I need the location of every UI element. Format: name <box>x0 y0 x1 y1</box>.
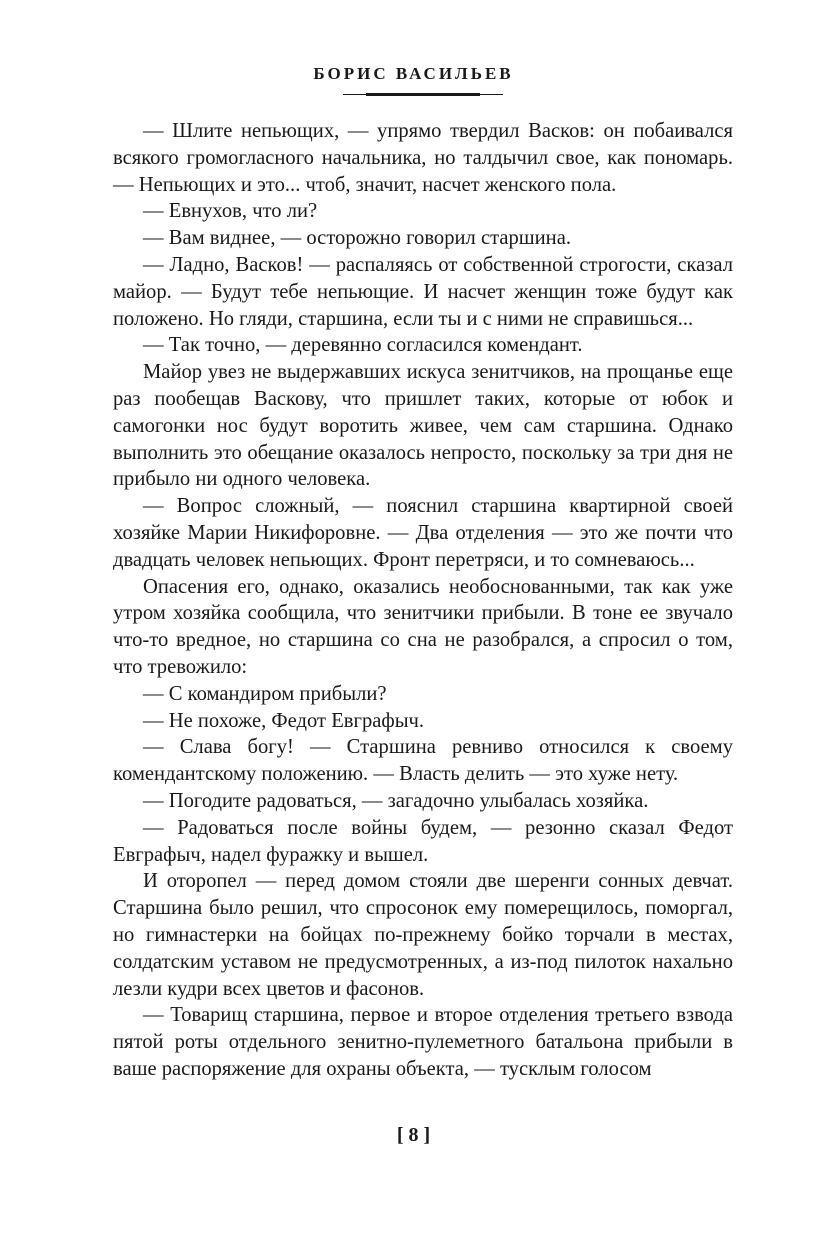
paragraph: — Слава богу! — Старшина ревниво относился к своему комендантскому положению. — Власть делить — это хуже нету. <box>113 736 733 786</box>
page-number: [ 8 ] <box>396 1124 431 1146</box>
paragraph: — С командиром прибыли? <box>143 682 387 705</box>
paragraph: — Евнухов, что ли? <box>143 200 318 223</box>
paragraph: Майор увез не выдержавших искуса зенитчиков, на прощанье еще раз пообещав Васкову, что пришлет таких, которые от юбок и самогонки нос будут воротить живее, чем сам старшина. Однако выполнить это обещание оказалось непросто, поскольку за три дня не прибыло ни одного человека. <box>113 361 733 491</box>
paragraph: — Так точно, — деревянно согласился комендант. <box>143 334 583 357</box>
body-text <box>113 118 733 1083</box>
paragraph: И оторопел — перед домом стояли две шеренги сонных девчат. Старшина было решил, что спросонок ему померещилось, поморгал, но гимнастерки на бойцах по-прежнему бойко торчали в местах, солдатским уставом не предусмотренных, а из-под пилоток нахально лезли кудри всех цветов и фасонов. <box>113 870 733 1000</box>
paragraph: — Вам виднее, — осторожно говорил старшина. <box>143 227 571 250</box>
running-title: БОРИС ВАСИЛЬЕВ <box>313 64 514 83</box>
paragraph: — Погодите радоваться, — загадочно улыбалась хозяйка. <box>143 789 649 812</box>
paragraph: — Шлите непьющих, — упрямо твердил Васков: он побаивался всякого громогласного начальника, но талдычил свое, как пономарь. — Непьющих и это... чтоб, значит, насчет женского пола. <box>113 120 733 196</box>
paragraph: — Радоваться после войны будем, — резонно сказал Федот Евграфыч, надел фуражку и вышел. <box>113 816 733 866</box>
paragraph: Опасения его, однако, оказались необоснованными, так как уже утром хозяйка сообщила, что зенитчики прибыли. В тоне ее звучало что-то вредное, но старшина со сна не разобрался, а спросил о том, что тревожило: <box>113 575 733 678</box>
paragraph: — Не похоже, Федот Евграфыч. <box>143 709 425 732</box>
header-rule-accent <box>366 93 480 96</box>
paragraph: — Товарищ старшина, первое и второе отделения третьего взвода пятой роты отдельного зенитно-пулеметного батальона прибыли в ваше распоряжение для охраны объекта, — тусклым голосом <box>113 1004 733 1080</box>
paragraph: — Вопрос сложный, — пояснил старшина квартирной своей хозяйке Марии Никифоровне. — Два отделения — это же почти что двадцать человек непьющих. Фронт перетряси, и то сомневаюсь... <box>113 495 733 571</box>
paragraph: — Ладно, Васков! — распаляясь от собственной строгости, сказал майор. — Будут тебе непьющие. И насчет женщин тоже будут как положено. Но гляди, старшина, если ты и с ними не справишься... <box>113 253 733 330</box>
